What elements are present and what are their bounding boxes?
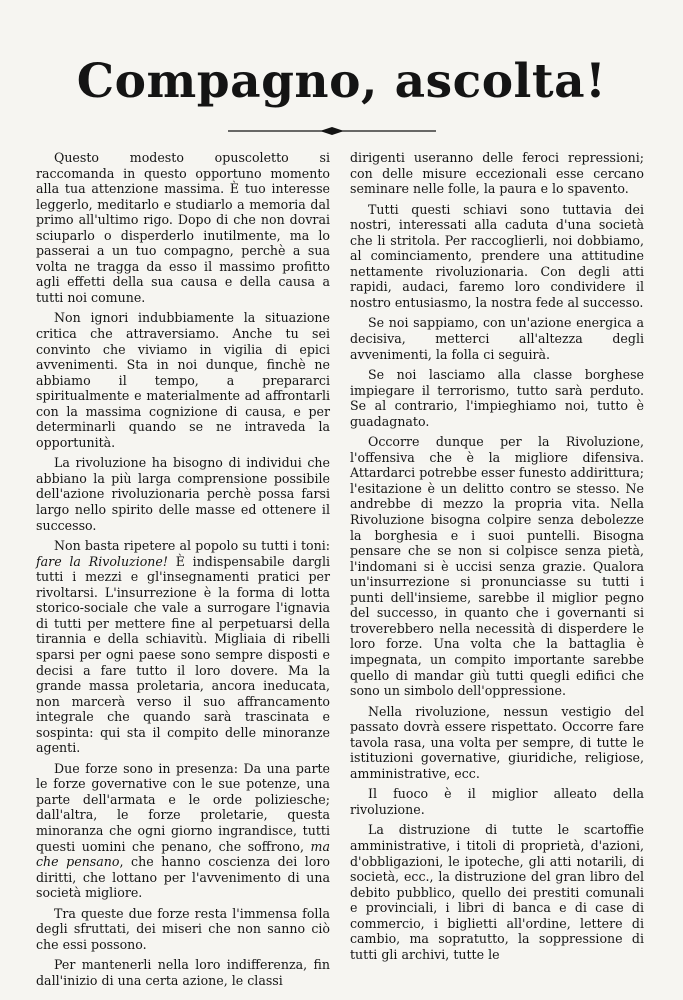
paragraph: Tra queste due forze resta l'immensa folla degli sfruttati, dei miseri che non sanno ciò che essi possono. (36, 905, 330, 952)
paragraph: Due forze sono in presenza: Da una parte le forze governative con le sue potenze, una parte dell'armata e le orde poliziesche; dall'altra, le forze proletarie, questa minoranza che ogni giorno ingrandisce, tutti questi uomini che penano, che soffrono, ma che pensano, che hanno coscienza dei loro diritti, che lottano per l'avvenimento di una società migliore. (36, 760, 330, 901)
page-title: Compagno, ascolta! (76, 54, 607, 109)
paragraph: Occorre dunque per la Rivoluzione, l'offensiva che è la migliore difensiva. Attardarci potrebbe esser funesto addirittura; l'esitazione è un delitto contro se stesso. Ne andrebbe di mezzo la propria vita. Nella Rivoluzione bisogna colpire senza debolezze la borghesia e i suoi puntelli. Bisogna pensare che se non si colpisce senza pietà, l'indomani si è uccisi senza grazie. Qualora un'insurrezione si pronunciasse su tutti i punti dell'insieme, sarebbe il miglior pegno del successo, in quanto che i governanti si troverebbero nella necessità di disperdere le loro forze. Una volta che la battaglia è impegnata, un compito importante sarebbe quello di mandar giù tutti quegli edifici che sono un simbolo dell'oppressione. (350, 434, 644, 699)
paragraph: La rivoluzione ha bisogno di individui che abbiano la più larga comprensione possibile dell'azione rivoluzionaria perchè possa farsi largo nello spirito delle masse ed ottenere il successo. (36, 455, 330, 533)
right-column (350, 150, 644, 990)
paragraph: Non basta ripetere al popolo su tutti i toni: fare la Rivoluzione! È indispensabile dargli tutti i mezzi e gl'insegnamenti pratici per rivoltarsi. L'insurrezione è la forma di lotta storico-sociale che vale a surrogare l'ignavia di tutti per mettere fine al perpetuarsi della tirannia e della schiavitù. Migliaia di ribelli sparsi per ogni paese sono sempre disposti e decisi a fare tutto il loro dovere. Ma la grande massa proletaria, ancora ineducata, non marcerà verso il suo affrancamento integrale che quando sarà trascinata e sospinta: qui sta il compito delle minoranze agenti. (36, 538, 330, 756)
paragraph: Se noi sappiamo, con un'azione energica a decisiva, metterci all'altezza degli avvenimenti, la folla ci seguirà. (350, 315, 644, 362)
paragraph: Per mantenerli nella loro indifferenza, fin dall'inizio di una certa azione, le classi (36, 957, 330, 988)
left-column (36, 150, 330, 990)
paragraph: dirigenti useranno delle feroci repressioni; con delle misure eccezionali esse cercano seminare nelle folle, la paura e lo spavento. (350, 150, 644, 197)
paragraph: Nella rivoluzione, nessun vestigio del passato dovrà essere rispettato. Occorre fare tavola rasa, una volta per sempre, di tutte le istituzioni governative, giuridiche, religiose, amministrative, ecc. (350, 703, 644, 781)
paragraph: Questo modesto opuscoletto si raccomanda in questo opportuno momento alla tua attenzione massima. È tuo interesse leggerlo, meditarlo e studiarlo a memoria dal primo all'ultimo rigo. Dopo di che non dovrai sciuparlo o disperderlo inutilmente, ma lo passerai a un tuo compagno, perchè a sua volta ne tragga da esso il massimo profitto agli effetti della sua causa e della causa a tutti noi comune. (36, 150, 330, 305)
paragraph: Tutti questi schiavi sono tuttavia dei nostri, interessati alla caduta d'una società che li stritola. Per raccoglierli, noi dobbiamo, al cominciamento, prendere una attitudine nettamente rivoluzionaria. Con degli atti rapidi, audaci, faremo loro condividere il nostro entusiasmo, la nostra fede al successo. (350, 201, 644, 310)
ornamental-divider (228, 126, 436, 136)
paragraph: Il fuoco è il miglior alleato della rivoluzione. (350, 786, 644, 817)
paragraph: Non ignori indubbiamente la situazione critica che attraversiamo. Anche tu sei convinto che viviamo in vigilia di epici avvenimenti. Sta in noi dunque, finchè ne abbiamo il tempo, a prepararci spiritualmente e materialmente ad affrontarli con la massima cognizione di causa, e per determinarli quando se ne intraveda la opportunità. (36, 310, 330, 450)
text-columns (36, 150, 644, 990)
paragraph: La distruzione di tutte le scartoffie amministrative, i titoli di proprietà, d'azioni, d'obbligazioni, le ipoteche, gli atti notarili, di società, ecc., la distruzione del gran libro del debito pubblico, quello dei prestiti comunali e provinciali, i libri di banca e di case di commercio, i biglietti all'ordine, lettere di cambio, ma sopratutto, la soppressione di tutti gli archivi, tutte le (350, 822, 644, 962)
paragraph: Se noi lasciamo alla classe borghese impiegare il terrorismo, tutto sarà perduto. Se al contrario, l'impieghiamo noi, tutto è guadagnato. (350, 367, 644, 429)
